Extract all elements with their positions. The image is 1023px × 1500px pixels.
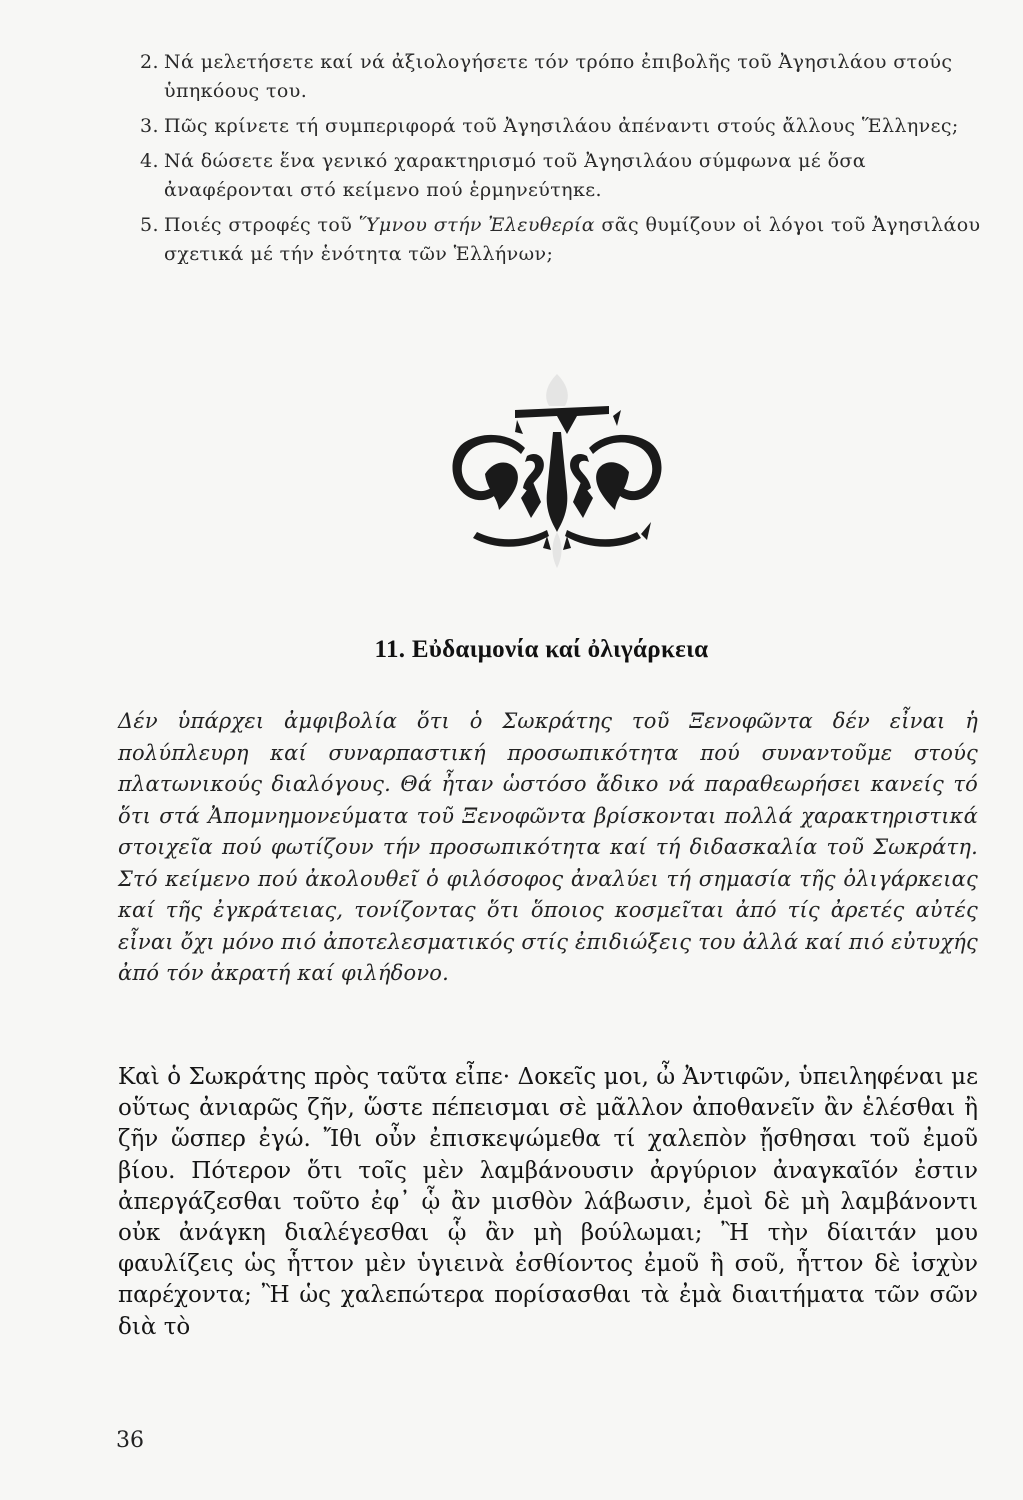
question-text-start: Ποιές στροφές τοῦ xyxy=(164,214,359,236)
discussion-questions xyxy=(140,48,990,275)
page-number: 36 xyxy=(116,1428,144,1453)
floral-ornament-icon xyxy=(437,372,677,572)
poem-title: Ὕμνου στήν Ἐλευθερία xyxy=(358,214,595,236)
question-number: 3. xyxy=(140,115,159,137)
question-text-end: σᾶς θυμίζουν οἱ λόγοι τοῦ Ἀγησιλάου σχετικά μέ τήν ἑνότητα τῶν Ἑλλήνων; xyxy=(164,214,981,265)
question-number: 2. xyxy=(140,51,159,73)
question-item xyxy=(140,211,990,269)
question-text: Νά δώσετε ἕνα γενικό χαρακτηρισμό τοῦ Ἀγησιλάου σύμφωνα μέ ὅσα ἀναφέρονται στό κείμενο πού ἑρμηνεύτηκε. xyxy=(164,150,867,201)
chapter-title: 11. Εὐδαιμονία καί ὀλιγάρκεια xyxy=(374,636,709,663)
question-text: Νά μελετήσετε καί νά ἀξιολογήσετε τόν τρόπο ἐπιβολῆς τοῦ Ἀγησιλάου στούς ὑπηκόους του. xyxy=(164,51,953,102)
question-item xyxy=(140,147,990,205)
ancient-greek-text: Καὶ ὁ Σωκράτης πρὸς ταῦτα εἶπε· Δοκεῖς μοι, ὦ Ἀντιφῶν, ὑπειληφέναι με οὕτως ἀνιαρῶς ζῆν, ὥστε πέπεισμαι σὲ μᾶλλον ἀποθανεῖν ἂν ἑλέσθαι ἢ ζῆν ὥσπερ ἐγώ. Ἴθι οὖν ἐπισκεψώμεθα τί χαλεπὸν ᾔσθησαι τοῦ ἐμοῦ βίου. Πότερον ὅτι τοῖς μὲν λαμβάνουσιν ἀργύριον ἀναγκαῖόν ἐστιν ἀπεργάζεσθαι τοῦτο ἐφ᾽ ᾧ ἂν μισθὸν λάβωσιν, ἐμοὶ δὲ μὴ λαμβάνοντι οὐκ ἀνάγκη διαλέγεσθαι ᾧ ἂν μὴ βούλωμαι; Ἢ τὴν δίαιτάν μου φαυλίζεις ὡς ἧττον μὲν ὑγιεινὰ ἐσθίοντος ἐμοῦ ἢ σοῦ, ἧττον δὲ ἰσχὺν παρέχοντα; Ἢ ὡς χαλεπώτερα πορίσασθαι τὰ ἐμὰ διαιτήματα τῶν σῶν διὰ τὸ xyxy=(118,1064,978,1340)
question-item xyxy=(140,48,990,106)
question-text: Πῶς κρίνετε τή συμπεριφορά τοῦ Ἀγησιλάου ἀπέναντι στούς ἄλλους Ἕλληνες; xyxy=(164,115,959,137)
question-text xyxy=(164,211,990,269)
question-item xyxy=(140,112,990,141)
intro-paragraph: Δέν ὑπάρχει ἀμφιβολία ὅτι ὁ Σωκράτης τοῦ Ξενοφῶντα δέν εἶναι ἡ πολύπλευρη καί συναρπαστική προσωπικότητα πού συναντοῦμε στούς πλατωνικούς διαλόγους. Θά ἦταν ὡστόσο ἄδικο νά παραθεωρήσει κανείς τό ὅτι στά Ἀπομνημονεύματα τοῦ Ξενοφῶντα βρίσκονται πολλά χαρακτηριστικά στοιχεῖα πού φωτίζουν τήν προσωπικότητα καί τή διδασκαλία τοῦ Σωκράτη. Στό κείμενο πού ἀκολουθεῖ ὁ φιλόσοφος ἀναλύει τή σημασία τῆς ὀλιγάρκειας καί τῆς ἐγκράτειας, τονίζοντας ὅτι ὅποιος κοσμεῖται ἀπό τίς ἀρετές αὐτές εἶναι ὄχι μόνο πιό ἀποτελεσματικός στίς ἐπιδιώξεις του ἀλλά καί πιό εὐτυχής ἀπό τόν ἀκρατή καί φιλήδονο. xyxy=(118,709,978,985)
question-number: 4. xyxy=(140,150,159,172)
question-number: 5. xyxy=(140,214,159,236)
